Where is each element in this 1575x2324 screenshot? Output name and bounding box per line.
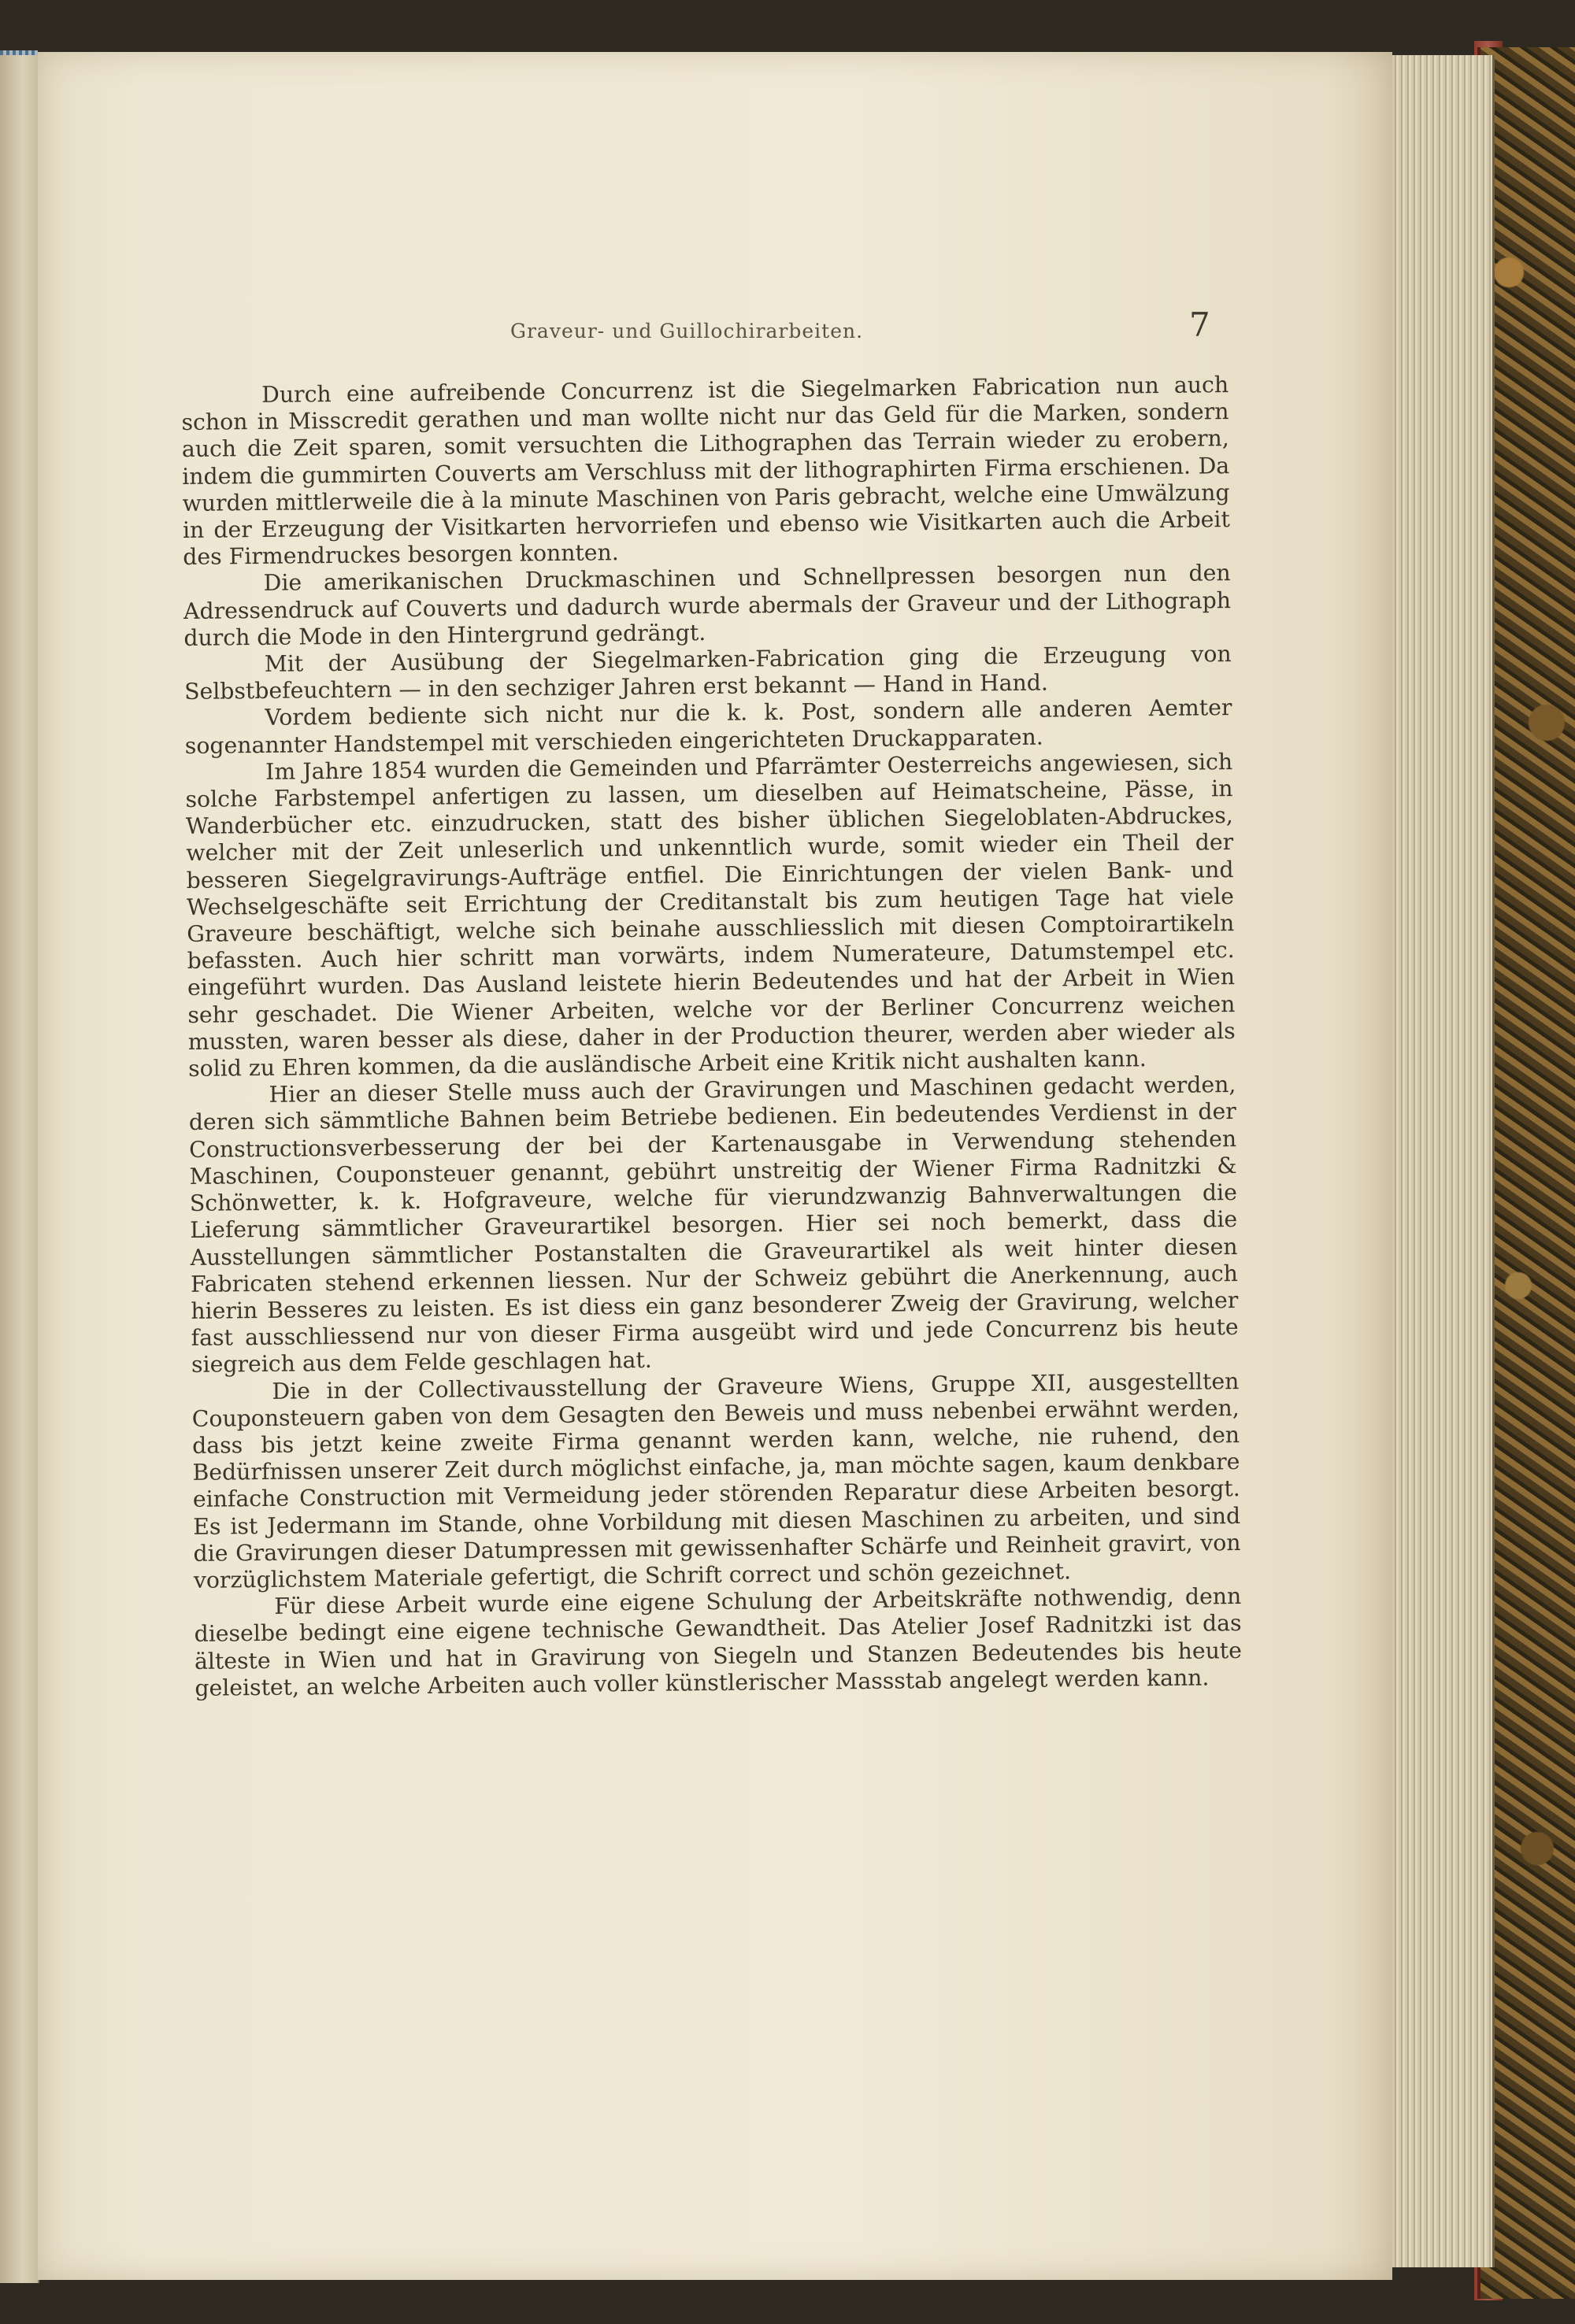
paragraph: Mit der Ausübung der Siegelmarken-Fabrication ging die Erzeugung von Selbstbefeuchtern — in den sechziger Jahren erst bekannt — Hand in Hand.: [183, 641, 1232, 705]
running-head: Graveur- und Guillochirarbeiten.: [510, 320, 864, 342]
paragraph: Die in der Collectivausstellung der Graveure Wiens, Gruppe XII, ausgestellten Couponsteuern gaben von dem Gesagten den Beweis und muss nebenbei erwähnt werden, dass bis jetzt keine zweite Firma genannt werden kann, welche, nie ruhend, den Bedürfnissen unserer Zeit durch möglichst einfache, ja, man möchte sagen, kaum denkbare einfache Construction mit Vermeidung jeder störenden Reparatur diese Arbeiten besorgt. Es ist Jedermann im Stande, ohne Vorbildung mit diesen Maschinen zu arbeiten, und sind die Gravirungen dieser Datumpressen mit gewissenhafter Schärfe und Reinheit gravirt, von vorzüglichstem Materiale gefertigt, die Schrift correct und schön gezeichnet.: [191, 1367, 1241, 1593]
paragraph: Hier an dieser Stelle muss auch der Gravirungen und Maschinen gedacht werden, deren sich sämmtliche Bahnen beim Betriebe bedienen. Ein bedeutendes Verdienst in der Constructionsverbesserung der bei der Kartenausgabe in Verwendung stehenden Maschinen, Couponsteuer genannt, gebührt unstreitig der Wiener Firma Radnitzki & Schönwetter, k. k. Hofgraveure, welche für vierundzwanzig Bahnverwaltungen die Lieferung sämmtlicher Graveurartikel besorgen. Hier sei noch bemerkt, dass die Ausstellungen sämmtlicher Postanstalten die Graveurartikel als weit hinter diesen Fabricaten stehend erkennen liessen. Nur der Schweiz gebührt die Anerkennung, auch hierin Besseres zu leisten. Es ist diess ein ganz besonderer Zweig der Gravirung, welcher fast ausschliessend nur von dieser Firma ausgeübt wird und jede Concurrenz bis heute siegreich aus dem Felde geschlagen hat.: [188, 1071, 1239, 1378]
paragraph: Die amerikanischen Druckmaschinen und Schnellpressen besorgen nun den Adressendruck auf Couverts und dadurch wurde abermals der Graveur und der Lithograph durch die Mode in den Hintergrund gedrängt.: [183, 560, 1232, 651]
paragraph: Durch eine aufreibende Concurrenz ist die Siegelmarken Fabrication nun auch schon in Misscredit gerathen und man wollte nicht nur das Geld für die Marken, sondern auch die Zeit sparen, somit versuchten die Lithographen das Terrain wieder zu erobern, indem die gummirten Couverts am Verschluss mit der lithographirten Firma erschienen. Da wurden mittlerweile die à la minute Maschinen von Paris gebracht, welche eine Umwälzung in der Erzeugung der Visitkarten hervorriefen und ebenso wie Visitkarten auch die Arbeit des Firmendruckes besorgen konnten.: [181, 372, 1231, 571]
body-text: [181, 372, 1242, 1702]
paragraph: Vordem bediente sich nicht nur die k. k. Post, sondern alle anderen Aemter sogenannter Handstempel mit verschieden eingerichteten Druckapparaten.: [184, 694, 1232, 759]
book-page: [38, 52, 1392, 2280]
page-number: 7: [1189, 305, 1210, 344]
paragraph: Für diese Arbeit wurde eine eigene Schulung der Arbeitskräfte nothwendig, denn dieselbe bedingt eine eigene technische Gewandtheit. Das Atelier Josef Radnitzki ist das älteste in Wien und hat in Gravirung von Siegeln und Stanzen Bedeutendes bis heute geleistet, an welche Arbeiten auch voller künstlerischer Massstab angelegt werden kann.: [194, 1583, 1243, 1701]
page-block-edges: [1386, 55, 1495, 2267]
facing-page-edge: [0, 55, 39, 2283]
paragraph: Im Jahre 1854 wurden die Gemeinden und Pfarrämter Oesterreichs angewiesen, sich solche Farbstempel anfertigen zu lassen, um dieselben auf Heimatscheine, Pässe, in Wanderbücher etc. einzudrucken, statt des bisher üblichen Siegeloblaten-Abdruckes, welcher mit der Zeit unleserlich und unkenntlich wurde, somit wieder ein Theil der besseren Siegelgravirungs-Aufträge entfiel. Die Einrichtungen der vielen Bank- und Wechselgeschäfte seit Errichtung der Creditanstalt bis zum heutigen Tage hat viele Graveure beschäftigt, welche sich beinahe ausschliesslich mit diesen Comptoirartikeln befassten. Auch hier schritt man vorwärts, indem Numerateure, Datumstempel etc. eingeführt wurden. Das Ausland leistete hierin Bedeutendes und hat der Arbeit in Wien sehr geschadet. Die Wiener Arbeiten, welche vor der Berliner Concurrenz weichen mussten, waren besser als diese, daher in der Production theurer, werden aber wieder als solid zu Ehren kommen, da die ausländische Arbeit eine Kritik nicht aushalten kann.: [185, 748, 1236, 1082]
